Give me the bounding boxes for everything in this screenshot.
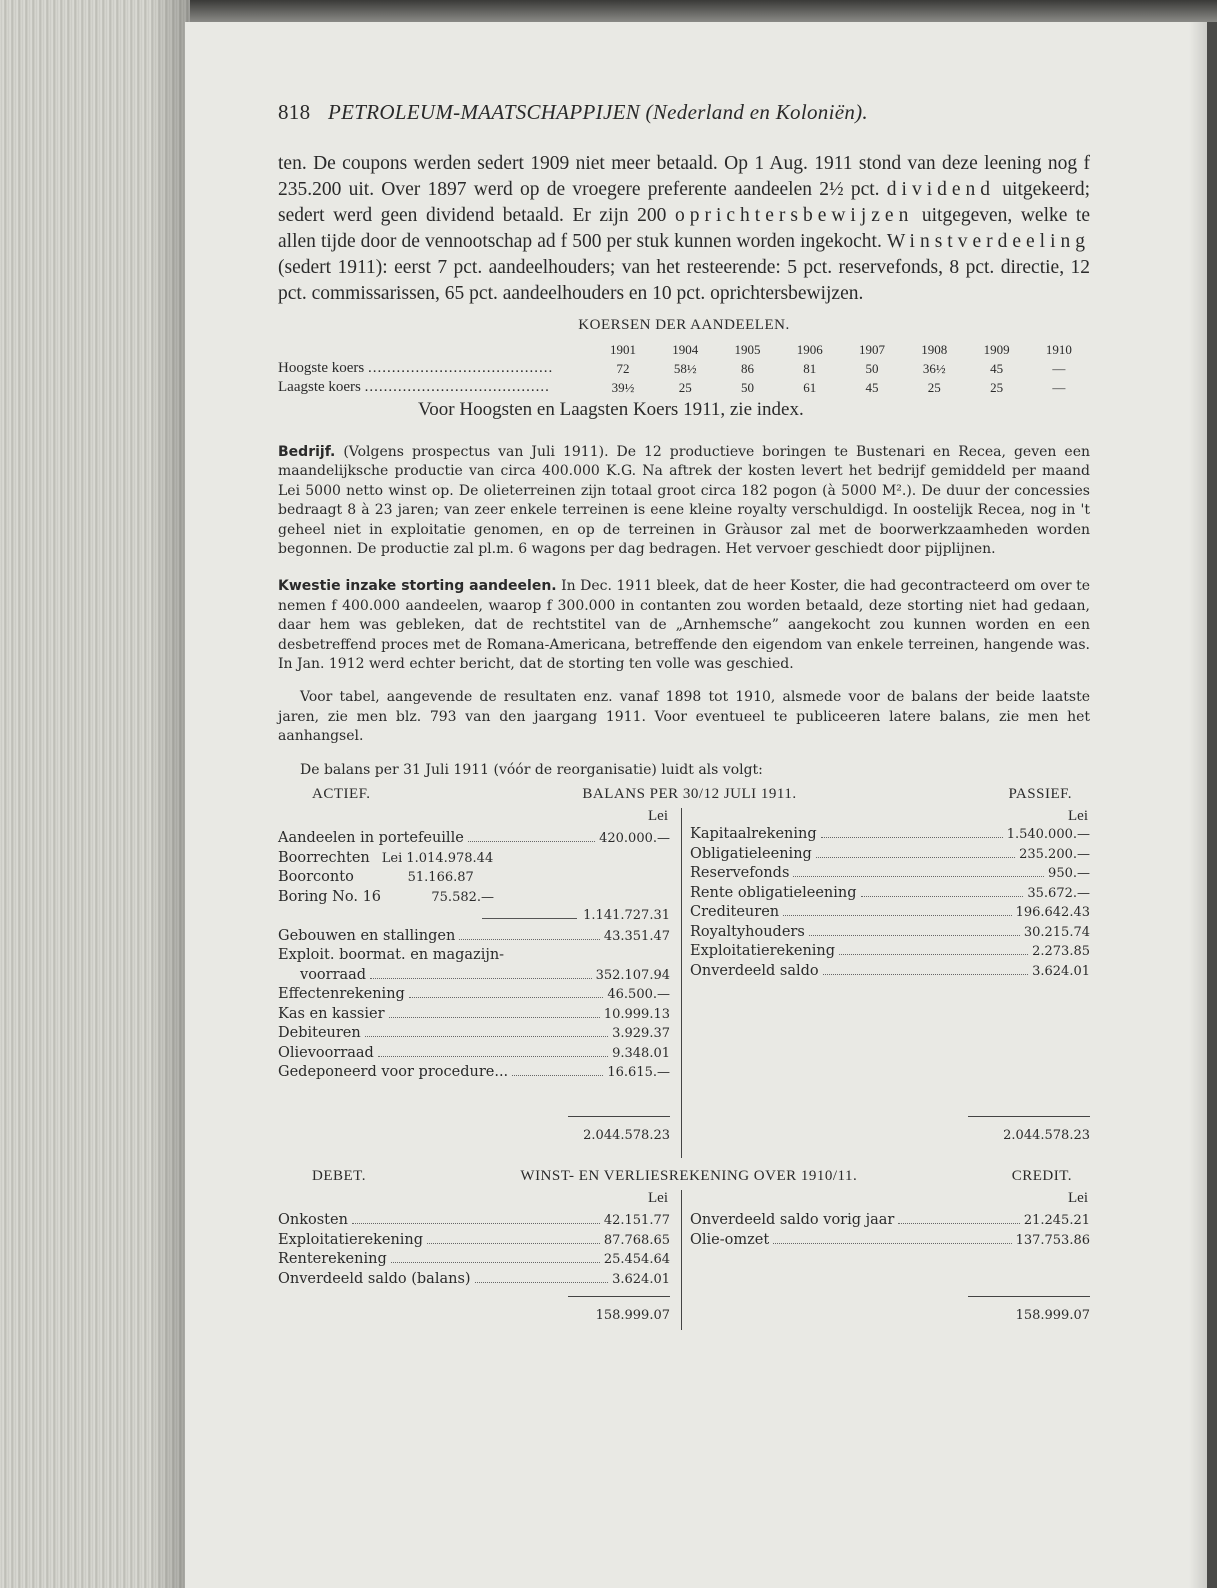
section-heading-kwestie: Kwestie inzake storting aandeelen. [278,578,557,595]
list-item: Reservefonds 950.— [690,865,1090,882]
row-label: Laagste koers [278,379,361,395]
list-item: Kas en kassier 10.999.13 [278,1005,670,1022]
balans-headings [312,786,1072,803]
list-item: Boorrechten Lei 1.014.978.44 [278,849,494,866]
list-item: Kapitaalrekening 1.540.000.— [690,826,1090,843]
page-title: PETROLEUM-MAATSCHAPPIJEN (Nederland en Koloniën). [327,100,868,124]
kwestie-paragraph: Kwestie inzake storting aandeelen. In Dec. 1911 bleek, dat de heer Koster, die had gecontracteerd om over te nemen f 400.000 aandeelen, waarop f 300.000 in contanten zou worden betaald, deze storting niet had gedaan, daar hem was gebleken, dat de rechtstitel van de „Arnhemsche” aangekocht zou kunnen worden en een desbetreffend proces met de Romana-Americana, betreffende den eigendom van enkele terreinen, hangende was. In Jan. 1912 werd echter bericht, dat de storting ten volle was geschied. [278,578,1090,673]
actief-heading: ACTIEF. [312,786,371,803]
passief-heading: PASSIEF. [1008,786,1072,803]
year-cell: 1906 [796,341,823,357]
koersen-table [278,340,1090,397]
table-row: Laagste koers ....................................... 39½ 25 50 61 45 25 25 — [278,379,1066,395]
passief-list [690,826,1090,982]
list-item: Effectenrekening 46.500.— [278,986,670,1003]
year-cell: 1910 [1045,341,1072,357]
koersen-year-row [278,340,1090,359]
table-row: Hoogste koers ....................................... 72 58½ 86 81 50 36½ 45 — [278,360,1066,376]
year-cell: 1905 [734,341,761,357]
list-item: Exploitatierekening 87.768.65 [278,1231,670,1248]
list-item: Aandeelen in portefeuille 420.000.— [278,830,670,847]
balans-center-rule [681,808,682,1158]
spaced-term-winstverdeeling: Winstverdeeling [886,231,1090,252]
balans-title: BALANS PER 30/12 JULI 1911. [582,786,797,803]
year-cell: 1901 [609,341,636,357]
list-item: Rente obligatieleening 35.672.— [690,884,1090,901]
koersen-note: Voor Hoogsten en Laagsten Koers 1911, zie index. [418,399,804,420]
year-cell: 1909 [983,341,1010,357]
list-item: Crediteuren 196.642.43 [690,904,1090,921]
balans-intro: De balans per 31 Juli 1911 (vóór de reorganisatie) luidt als volgt: [300,761,763,778]
winst-verlies-section: DEBET. WINST- EN VERLIESREKENING OVER 1910/11. CREDIT. Lei Lei Onkosten 42.151.77 Exploitatierekening 87.768.65 Renterekening 25.454.64 Onverdeeld saldo (balans) 3.624.01 Onverdeeld saldo vorig jaar 21.245.21 Olie-omzet 137.753.86 158.999.07 158.999.07 [278,1168,1090,1338]
balans-section: ACTIEF. BALANS PER 30/12 JULI 1911. PASSIEF. Lei Lei Aandeelen in portefeuille 420.000.— Boorrechten Lei 1.014.978.44 Boorconto 51.166.87 Boring No. 16 75.582.— 1.141.727.31 Gebouwen en stallingen 43.351.47 Exploit. boormat. en magazijn- voorraad 352.107.94 Effectenrekening 46.500.— Kas en kassier 10.999.13 Debiteuren 3.929.37 Olievoorraad 9.348.01 Gedeponeerd voor procedure... 16.615.— Kapitaalrekening 1.540.000.— Obligatieleening 235.200.— Reservefonds 950.— Rente obligatieleening 35.672.— Crediteuren 196.642.43 Royaltyhouders 30.215.74 Exploitatierekening 2.273.85 Onverdeeld saldo 3.624.01 2.044.578.23 2.044.578.23 [278,786,1090,1166]
voor-tabel-paragraph: Voor tabel, aangevende de resultaten enz. vanaf 1898 tot 1910, alsmede voor de balans der beide laatste jaren, zie men blz. 793 van den jaargang 1911. Voor eventueel te publiceeren latere balans, zie men het aanhangsel. [278,689,1090,745]
list-item: Gedeponeerd voor procedure... 16.615.— [278,1064,670,1081]
list-item: Boring No. 16 75.582.— [278,888,495,905]
winst-verlies-total-left: 158.999.07 [595,1308,670,1324]
list-item: Olievoorraad 9.348.01 [278,1044,670,1061]
section-heading-bedrijf: Bedrijf. [278,444,336,460]
year-cell: 1908 [921,341,948,357]
list-item: Onverdeeld saldo (balans) 3.624.01 [278,1270,670,1287]
balans-total-right: 2.044.578.23 [1003,1128,1090,1144]
bedrijf-paragraph: Bedrijf. (Volgens prospectus van Juli 1911). De 12 productieve boringen te Bustenari en Recea, geven een maandelijksche productie van circa 400.000 K.G. Na aftrek der kosten levert het bedrijf gemiddeld per maand Lei 5000 netto winst op. De olieterreinen zijn totaal groot circa 182 pogon (à 5000 M².). De duur der concessies bedraagt 8 à 23 jaren; van zeer enkele terreinen is eene kleine royalty verschuldigd. In oostelijk Recea, nog in 't geheel niet in exploitatie genomen, en op de terreinen in Gràusor zal met de boorwerkzaamheden worden begonnen. De productie zal pl.m. 6 wagons per dag bedragen. Het vervoer geschiedt door pijplijnen. [278,444,1090,558]
debet-list [278,1212,670,1290]
gutter-shadow [150,0,190,1588]
list-item: Obligatieleening 235.200.— [690,845,1090,862]
page-content [278,100,1090,1338]
running-header [278,100,1090,125]
debet-heading: DEBET. [312,1168,366,1185]
spaced-term-oprichtersbewijzen: oprichtersbewijzen [674,205,914,226]
list-item: Onverdeeld saldo vorig jaar 21.245.21 [690,1212,1090,1229]
book-page [185,22,1207,1588]
page-number: 818 [278,100,311,124]
list-item: Onverdeeld saldo 3.624.01 [690,962,1090,979]
list-item: 1.141.727.31 [278,908,670,928]
winst-verlies-total-right: 158.999.07 [1015,1308,1090,1324]
winst-verlies-headings [312,1168,1072,1185]
year-cell: 1907 [859,341,886,357]
spaced-term-dividend: dividend [886,179,996,200]
list-item: Olie-omzet 137.753.86 [690,1231,1090,1248]
winst-verlies-title: WINST- EN VERLIESREKENING OVER 1910/11. [520,1168,858,1185]
balans-total-left: 2.044.578.23 [583,1128,670,1144]
row-label: Hoogste koers [278,360,365,376]
list-item: Renterekening 25.454.64 [278,1251,670,1268]
list-item: Boorconto 51.166.87 [278,869,474,886]
koersen-caption: KOERSEN DER AANDEELEN. [578,317,790,333]
year-cell: 1904 [672,341,699,357]
list-item: Gebouwen en stallingen 43.351.47 [278,927,670,944]
list-item: Debiteuren 3.929.37 [278,1025,670,1042]
actief-list [278,830,670,1084]
credit-list [690,1212,1090,1251]
list-item: voorraad 352.107.94 [300,966,670,983]
credit-heading: CREDIT. [1011,1168,1072,1185]
list-item: Onkosten 42.151.77 [278,1212,670,1229]
intro-paragraph: ten. De coupons werden sedert 1909 niet meer betaald. Op 1 Aug. 1911 stond van deze leening nog f 235.200 uit. Over 1897 werd op de vroegere preferente aandeelen 2½ pct. dividend uitgekeerd; sedert werd geen dividend betaald. Er zijn 200 oprichtersbewijzen uitgegeven, welke te allen tijde door de vennootschap ad f 500 per stuk kunnen worden ingekocht. Winstverdeeling (sedert 1911): eerst 7 pct. aandeelhouders; van het resteerende: 5 pct. reservefonds, 8 pct. directie, 12 pct. commissarissen, 65 pct. aandeelhouders en 10 pct. oprichtersbewijzen. [278,153,1091,304]
winst-verlies-center-rule [681,1190,682,1330]
list-item: Exploitatierekening 2.273.85 [690,943,1090,960]
list-item: Royaltyhouders 30.215.74 [690,923,1090,940]
list-item: Exploit. boormat. en magazijn- [278,947,505,964]
